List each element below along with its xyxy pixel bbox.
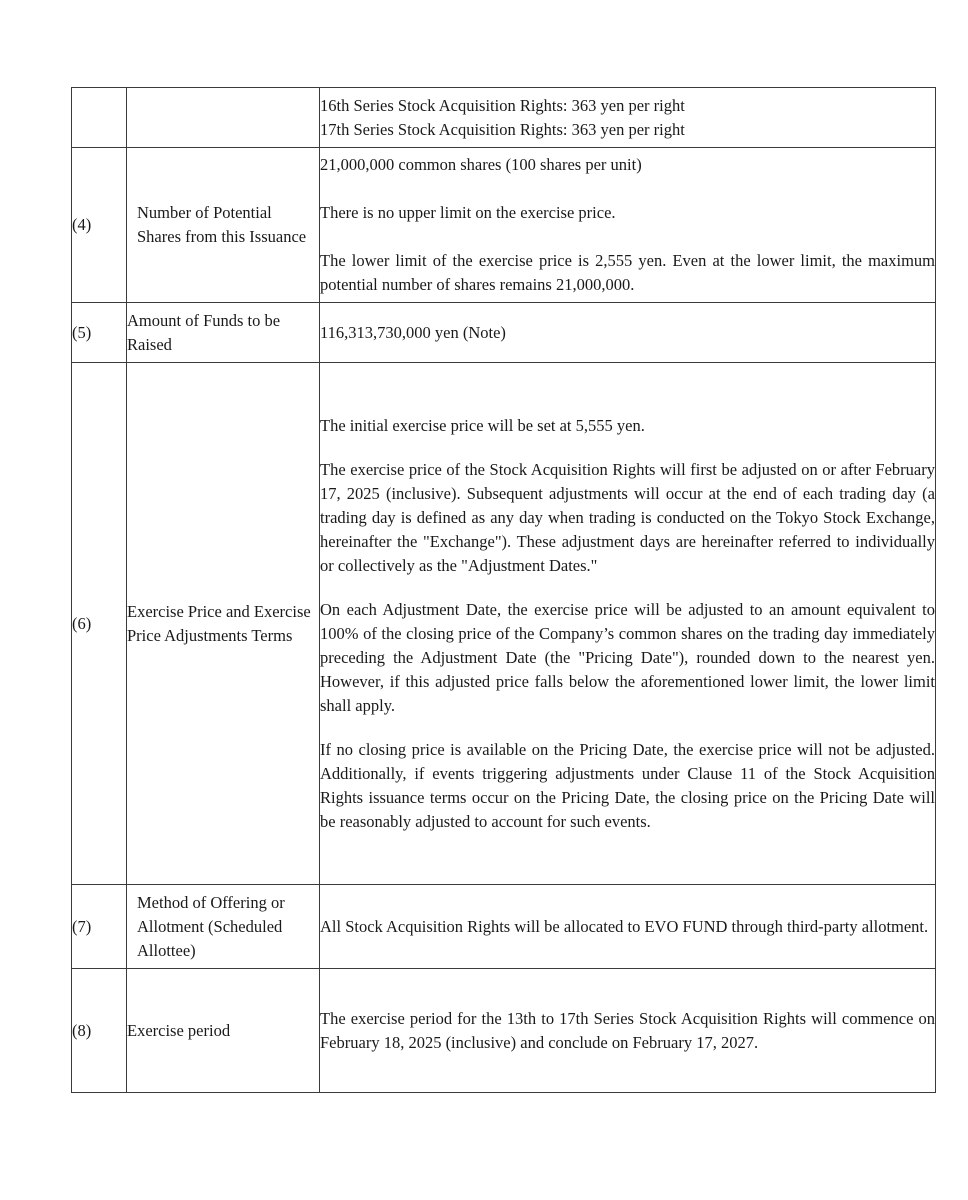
row-number: (6) — [72, 363, 127, 885]
table-row — [72, 88, 936, 148]
content-paragraph: 116,313,730,000 yen (Note) — [320, 322, 506, 342]
content-paragraph: The lower limit of the exercise price is 2,555 yen. Even at the lower limit, the maximum potential number of shares remains 21,000,000. — [320, 251, 935, 294]
content-paragraph: If no closing price is available on the Pricing Date, the exercise price will not be adjusted. Additionally, if events triggering adjustments under Clause 11 of the Stock Acquisition Rights issuance terms occur on the Pricing Date, the closing price on the Pricing Date will be reasonably adjusted to account for such events. — [320, 739, 935, 831]
row-label — [127, 148, 320, 303]
row-label — [127, 88, 320, 148]
content-paragraph: All Stock Acquisition Rights will be allocated to EVO FUND through third-party allotment. — [320, 916, 929, 936]
row-number: (4) — [72, 148, 127, 303]
content-paragraph: 21,000,000 common shares (100 shares per unit) — [320, 155, 642, 174]
content-paragraph: The exercise price of the Stock Acquisition Rights will first be adjusted on or after February 17, 2025 (inclusive). Subsequent adjustments will occur at the end of each trading day (a trading day is defined as any day when trading is conducted on the Tokyo Stock Exchange, hereinafter the "Exchange"). These adjustment days are hereinafter referred to individually or collectively as the "Adjustment Dates." — [320, 459, 935, 575]
row-content — [320, 363, 936, 885]
row-number: (5) — [72, 303, 127, 363]
table-row — [72, 885, 936, 969]
row-label-text: Number of Potential Shares from this Issuance — [137, 203, 307, 246]
row-number: (7) — [72, 885, 127, 969]
terms-table — [71, 87, 936, 1093]
row-content — [320, 303, 936, 363]
content-paragraph: 17th Series Stock Acquisition Rights: 363 yen per right — [320, 119, 685, 139]
content-paragraph: There is no upper limit on the exercise price. — [320, 203, 616, 222]
table-row — [72, 969, 936, 1093]
row-label — [127, 885, 320, 969]
row-content — [320, 88, 936, 148]
table-row — [72, 148, 936, 303]
table-row — [72, 363, 936, 885]
content-paragraph: 16th Series Stock Acquisition Rights: 363 yen per right — [320, 95, 685, 115]
row-label: Exercise period — [127, 969, 320, 1093]
content-paragraph: The initial exercise price will be set at 5,555 yen. — [320, 415, 645, 435]
content-paragraph: The exercise period for the 13th to 17th Series Stock Acquisition Rights will commence on February 18, 2025 (inclusive) and conclude on February 17, 2027. — [320, 1008, 935, 1052]
content-paragraph: On each Adjustment Date, the exercise price will be adjusted to an amount equivalent to 100% of the closing price of the Company’s common shares on the trading day immediately preceding the Adjustment Date (the "Pricing Date"), rounded down to the nearest yen. However, if this adjusted price falls below the aforementioned lower limit, the lower limit shall apply. — [320, 599, 935, 715]
row-label: Exercise Price and Exercise Price Adjustments Terms — [127, 363, 320, 885]
table-row — [72, 303, 936, 363]
row-label: Amount of Funds to be Raised — [127, 303, 320, 363]
row-number: (8) — [72, 969, 127, 1093]
row-number — [72, 88, 127, 148]
row-content — [320, 148, 936, 303]
row-content — [320, 885, 936, 969]
row-label-text: Method of Offering or Allotment (Scheduled Allottee) — [137, 892, 285, 960]
row-content — [320, 969, 936, 1093]
